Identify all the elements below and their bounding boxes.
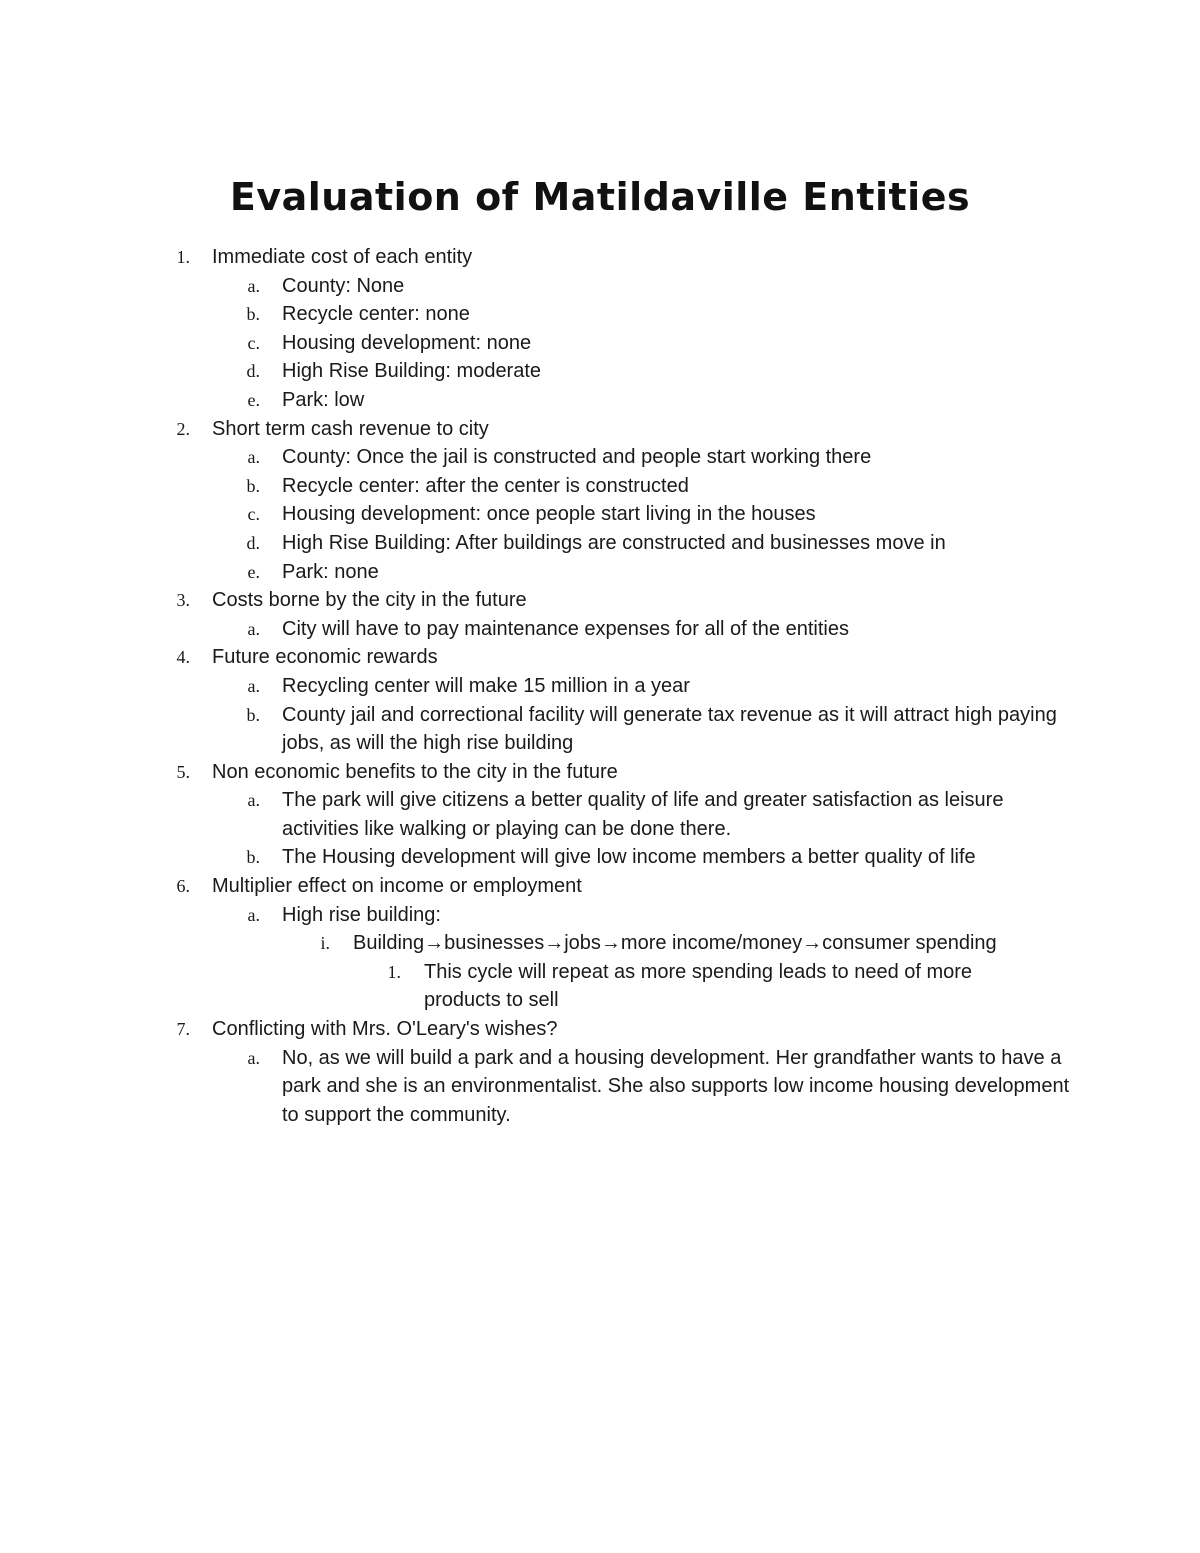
subitem-text: Housing development: once people start living in the houses [282, 503, 816, 526]
item-text: Non economic benefits to the city in the future [212, 760, 618, 783]
subitem-text: High Rise Building: moderate [282, 360, 542, 383]
outline-subitem-1c [0, 329, 1200, 358]
outline-subitem-4a [0, 672, 1200, 701]
outline-item-7 [0, 1015, 1200, 1044]
subitem-text: The park will give citizens a better quality of life and greater satisfaction as leisure activities like walking or playing can be done there. [282, 789, 1004, 840]
outline-subitem-2d [0, 529, 1200, 558]
subitem-letter: b. [246, 304, 260, 325]
outline-subitem-2e [0, 558, 1200, 587]
item-number: 4. [176, 647, 190, 668]
subitem-text: The Housing development will give low income members a better quality of life [282, 846, 976, 869]
subitem-text: No, as we will build a park and a housing development. Her grandfather wants to have a park and she is an environmentalist. She also supports low income housing development to support the community. [282, 1046, 1070, 1126]
subitem-text: High rise building: [282, 903, 441, 926]
item-number: 3. [176, 590, 190, 611]
subitem-letter: b. [246, 475, 260, 496]
subitem-letter: a. [247, 790, 260, 811]
outline-item-2 [0, 415, 1200, 444]
subitem-text: Building→businesses→jobs→more income/money→consumer spending [353, 932, 997, 955]
item-text: Multiplier effect on income or employment [212, 875, 582, 898]
subitem-letter: d. [246, 361, 260, 382]
subitem-letter: a. [247, 447, 260, 468]
item-text: Costs borne by the city in the future [212, 589, 527, 612]
outline-subitem-6a-i-1 [0, 958, 1200, 1015]
item-number: 5. [176, 761, 190, 782]
item-number: 2. [176, 418, 190, 439]
subitem-text: County: None [282, 274, 405, 297]
outline-subitem-2c [0, 500, 1200, 529]
subitem-roman: i. [320, 933, 330, 954]
outline-item-5 [0, 758, 1200, 787]
outline-subitem-3a [0, 615, 1200, 644]
outline-item-4 [0, 643, 1200, 672]
subitem-text: High Rise Building: After buildings are constructed and businesses move in [282, 531, 946, 554]
subitem-letter: c. [247, 332, 260, 353]
item-text: Conflicting with Mrs. O'Leary's wishes? [212, 1018, 558, 1041]
subitem-letter: a. [247, 1047, 260, 1068]
evaluation-outline [0, 243, 1200, 1129]
outline-subitem-5a [0, 786, 1200, 843]
subitem-letter: a. [247, 275, 260, 296]
subitem-text: Housing development: none [282, 331, 532, 354]
item-number: 6. [176, 876, 190, 897]
outline-subitem-5b [0, 843, 1200, 872]
outline-subitem-1e [0, 386, 1200, 415]
subitem-text: County: Once the jail is constructed and people start working there [282, 446, 872, 469]
item-text: Future economic rewards [212, 646, 438, 669]
subitem-letter: a. [247, 904, 260, 925]
item-number: 7. [176, 1019, 190, 1040]
outline-item-6 [0, 872, 1200, 901]
subitem-text: Recycle center: after the center is constructed [282, 474, 689, 497]
subitem-letter: b. [246, 704, 260, 725]
subitem-text: Park: none [282, 560, 379, 583]
outline-subitem-4b [0, 701, 1200, 758]
subitem-letter: b. [246, 847, 260, 868]
outline-subitem-1d [0, 357, 1200, 386]
item-number: 1. [176, 247, 190, 267]
subitem-text: Recycling center will make 15 million in a year [282, 674, 690, 697]
document-title: Evaluation of Matildaville Entities [229, 175, 971, 219]
subitem-text: This cycle will repeat as more spending leads to need of more products to sell [424, 960, 973, 1012]
subitem-text: Park: low [282, 388, 365, 411]
subitem-letter: e. [247, 389, 260, 410]
subitem-text: Recycle center: none [282, 303, 470, 326]
outline-subitem-6a-i [0, 929, 1200, 958]
subitem-number: 1. [387, 961, 401, 982]
outline-item-3 [0, 586, 1200, 615]
outline-subitem-6a [0, 901, 1200, 930]
item-text: Immediate cost of each entity [212, 246, 473, 268]
outline-item-1 [0, 243, 1200, 272]
subitem-text: County jail and correctional facility will generate tax revenue as it will attract high paying jobs, as will the high rise building [282, 703, 1057, 755]
subitem-letter: d. [246, 532, 260, 553]
subitem-letter: c. [247, 504, 260, 525]
outline-subitem-7a [0, 1044, 1200, 1130]
outline-subitem-1a [0, 272, 1200, 301]
subitem-letter: a. [247, 618, 260, 639]
outline-subitem-1b [0, 300, 1200, 329]
subitem-text: City will have to pay maintenance expenses for all of the entities [282, 617, 849, 640]
item-text: Short term cash revenue to city [212, 417, 489, 440]
outline-subitem-2a [0, 443, 1200, 472]
subitem-letter: a. [247, 675, 260, 696]
subitem-letter: e. [247, 561, 260, 582]
outline-subitem-2b [0, 472, 1200, 501]
